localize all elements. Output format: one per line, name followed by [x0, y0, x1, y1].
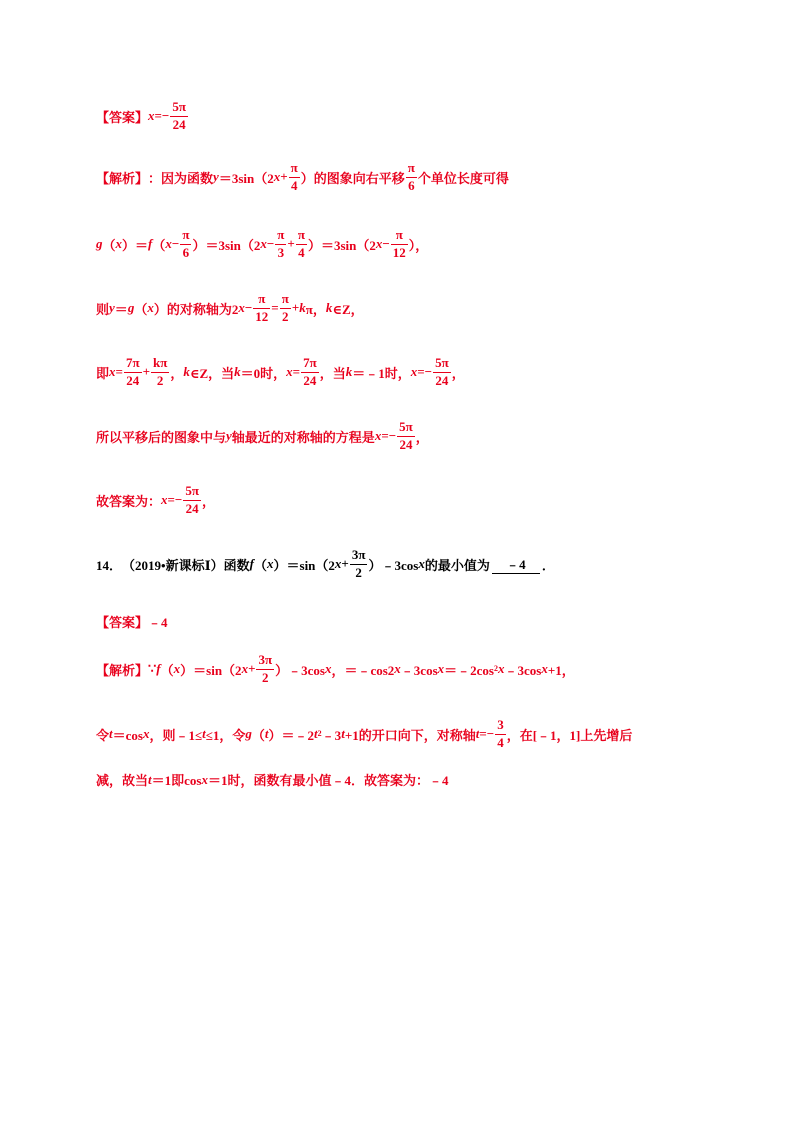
- fraction: [281, 292, 290, 325]
- fraction: [184, 484, 200, 517]
- text: 则: [96, 301, 110, 317]
- text: ）的对称轴为2: [153, 301, 239, 317]
- text: ＝﹣1时，: [352, 365, 411, 381]
- fraction-denominator: 4: [296, 244, 307, 261]
- math-var: x: [410, 364, 418, 380]
- text: +: [287, 236, 295, 252]
- fraction: [276, 228, 285, 261]
- text: +: [248, 661, 256, 677]
- answer-1-line: [96, 100, 189, 133]
- fraction: [171, 100, 187, 133]
- math-var: x: [147, 300, 154, 316]
- fraction: [407, 161, 416, 194]
- text: ，则﹣1≤: [149, 727, 203, 743]
- text: =−: [479, 726, 495, 742]
- text: 即: [96, 365, 110, 381]
- math-var: f: [156, 661, 161, 677]
- text: 个单位长度可得: [417, 170, 509, 186]
- fraction-numerator: 3π: [258, 652, 273, 667]
- math-var: x: [273, 169, 281, 185]
- fraction-numerator: 5π: [172, 99, 186, 114]
- fraction-numerator: 5π: [399, 419, 413, 434]
- math-var: x: [241, 661, 249, 677]
- math-var: t: [202, 726, 206, 742]
- fraction-numerator: π: [407, 160, 415, 175]
- text: ，: [451, 365, 465, 381]
- math-var: x: [324, 661, 332, 677]
- text: −: [266, 236, 275, 252]
- text: +1，: [547, 662, 575, 678]
- text: ，: [201, 493, 215, 509]
- fraction-denominator: 2: [350, 564, 368, 581]
- text: +: [280, 169, 288, 185]
- fraction-denominator: 24: [397, 436, 415, 453]
- text: ≤1，令: [205, 727, 246, 743]
- answer-label: 【答案】: [96, 615, 149, 630]
- text: ∈Z，: [332, 301, 364, 317]
- analysis-1-line-1: [96, 161, 509, 194]
- text: ）＝3sin（2: [307, 237, 376, 253]
- text: =: [115, 364, 123, 380]
- fraction: [398, 420, 414, 453]
- fraction-denominator: 3: [275, 244, 286, 261]
- analysis-label: 【解析】: [96, 170, 149, 186]
- text: ，: [415, 429, 429, 445]
- math-var: x: [267, 556, 274, 572]
- math-var: x: [173, 661, 181, 677]
- math-var: t: [475, 726, 480, 742]
- math-var: x: [541, 661, 548, 677]
- fraction-denominator: 2: [280, 308, 291, 325]
- analysis-1-line-5: [96, 420, 429, 453]
- math-var: t: [148, 771, 152, 787]
- math-var: x: [374, 428, 382, 444]
- math-var: f: [148, 236, 153, 252]
- fraction-numerator: 5π: [185, 483, 199, 498]
- text: （: [160, 662, 174, 678]
- answer-label: 【答案】: [96, 109, 149, 125]
- text: ）﹣3cos: [275, 662, 325, 678]
- fraction-denominator: 24: [183, 500, 201, 517]
- fraction-denominator: 24: [170, 116, 188, 133]
- text: −: [171, 236, 180, 252]
- fraction: [257, 653, 273, 686]
- math-var: x: [142, 726, 150, 742]
- fraction-numerator: π: [395, 227, 403, 242]
- math-var: x: [437, 661, 445, 677]
- fraction-denominator: 24: [301, 372, 319, 389]
- question-number: 14．: [96, 557, 123, 573]
- fraction: [434, 356, 450, 389]
- text: ，＝﹣cos2: [331, 662, 395, 678]
- text: ．: [541, 557, 555, 573]
- fraction: [496, 718, 505, 751]
- text: +: [341, 556, 349, 572]
- text: ，: [170, 365, 184, 381]
- math-var: x: [260, 236, 267, 252]
- text: ＝3sin（2: [218, 170, 274, 186]
- text: ，当: [319, 365, 346, 381]
- text: =−: [417, 364, 433, 380]
- math-var: x: [334, 556, 342, 572]
- math-var: x: [394, 661, 401, 677]
- math-var: x: [109, 364, 116, 380]
- text: 故答案为：: [96, 493, 162, 509]
- fraction: [351, 548, 367, 581]
- text: ＝cos: [112, 727, 143, 743]
- math-var: x: [165, 236, 172, 252]
- fraction-denominator: 6: [406, 177, 417, 194]
- fraction: [152, 356, 168, 389]
- math-var: x: [238, 300, 245, 316]
- text: ）＝: [122, 237, 149, 253]
- math-var: f: [249, 556, 254, 572]
- text: ∈Z，当: [189, 365, 235, 381]
- fraction-denominator: 12: [255, 308, 269, 324]
- text: +: [291, 300, 300, 316]
- analysis-2-line-2: 令 t ＝cos x ，则﹣1≤ t ≤1，令 g （ t ）＝﹣2 t 2 ﹣3 t +1的开口向下，对称轴 t =− $\frac{3}{4}$ ，在[﹣1，1]上先增后: [96, 717, 633, 750]
- math-var: t: [341, 726, 345, 742]
- math-var: k: [325, 300, 333, 316]
- analysis-2-line-1: 【解析】 ∵ f （ x ）＝sin（2 x + $\frac{3\pi}{2}$ ）﹣3cos x ，＝﹣cos2 x ﹣3cos x ＝﹣2cos 2 x ﹣3cos x +1，: [96, 652, 575, 685]
- analysis-2-line-3: [96, 770, 449, 789]
- text: ：因为函数: [148, 170, 214, 186]
- math-var: k: [299, 300, 306, 316]
- math-var: x: [148, 108, 155, 124]
- fraction-denominator: 4: [497, 734, 504, 750]
- answer-2-line: [96, 612, 168, 631]
- text: ＝0时，: [240, 365, 287, 381]
- text: =−: [167, 492, 183, 508]
- fraction-numerator: π: [281, 291, 289, 306]
- math-var: x: [497, 661, 505, 677]
- answer-value: ﹣4: [148, 615, 168, 630]
- fraction-denominator: 24: [124, 372, 142, 389]
- fraction: [302, 356, 318, 389]
- text: ﹣3: [321, 727, 342, 743]
- analysis-1-line-2: [96, 228, 428, 261]
- text: +1的开口向下，对称轴: [344, 727, 476, 743]
- fraction-denominator: 12: [392, 244, 406, 260]
- text: −: [244, 300, 253, 316]
- text: =: [271, 300, 279, 316]
- math-var: x: [418, 556, 425, 572]
- fraction-numerator: π: [290, 160, 298, 175]
- fraction-numerator: π: [277, 227, 285, 242]
- math-var: g: [96, 236, 103, 252]
- math-var: x: [286, 364, 293, 380]
- text: ∵: [148, 661, 157, 677]
- fraction-denominator: 2: [151, 372, 169, 389]
- fraction-numerator: 7π: [125, 355, 140, 370]
- analysis-1-line-4: [96, 356, 465, 389]
- text: ＝﹣2cos: [444, 662, 494, 678]
- fraction: [290, 161, 299, 194]
- math-var: t: [314, 726, 318, 742]
- math-var: g: [245, 726, 252, 742]
- text: 令: [96, 727, 110, 743]
- fraction: [125, 356, 141, 389]
- text: （: [251, 727, 265, 743]
- analysis-1-line-3: [96, 292, 364, 325]
- fraction-numerator: π: [297, 227, 305, 242]
- fraction-numerator: 3π: [351, 547, 366, 562]
- math-var: k: [183, 364, 190, 380]
- text: π，: [305, 301, 326, 317]
- fraction-denominator: 2: [256, 669, 274, 686]
- text: ＝: [114, 301, 128, 317]
- text: （2019•新课标Ⅰ）函数: [122, 557, 250, 573]
- text: ﹣3cos: [504, 662, 542, 678]
- text: （: [102, 237, 116, 253]
- text: （: [254, 557, 268, 573]
- text: 减，故当: [96, 773, 149, 788]
- text: ）﹣3cos: [368, 557, 419, 573]
- text: 轴最近的对称轴的方程是: [231, 429, 375, 445]
- text: ）＝3sin（2: [192, 237, 261, 253]
- text: ，在[﹣1，1]上先增后: [506, 727, 633, 743]
- text: （: [134, 301, 148, 317]
- analysis-1-line-6: [96, 484, 215, 517]
- fraction-numerator: kπ: [152, 355, 168, 370]
- text: ＝1即cos: [151, 773, 202, 788]
- text: ＝1时，函数有最小值﹣4．故答案为：﹣4: [207, 773, 449, 788]
- fraction-numerator: 3: [497, 717, 504, 732]
- math-var: x: [161, 492, 168, 508]
- fraction-numerator: 5π: [435, 355, 449, 370]
- math-var: x: [115, 236, 123, 252]
- fraction-numerator: π: [258, 291, 266, 306]
- math-var: g: [127, 300, 135, 316]
- text: =−: [381, 428, 397, 444]
- fraction: [392, 228, 407, 261]
- math-var: x: [201, 771, 208, 787]
- math-var: y: [226, 428, 232, 444]
- text: ）＝sin（2: [180, 662, 242, 678]
- fraction-numerator: 7π: [303, 355, 317, 370]
- fraction: [297, 228, 306, 261]
- text: （: [152, 237, 166, 253]
- fraction-denominator: 24: [433, 372, 451, 389]
- question-14: [96, 548, 555, 581]
- math-var: y: [213, 169, 219, 185]
- fraction-denominator: 6: [180, 244, 191, 261]
- math-text: =−: [154, 108, 170, 124]
- fraction: [181, 228, 190, 261]
- math-var: k: [345, 364, 353, 380]
- text: −: [382, 236, 390, 252]
- text: =: [292, 364, 301, 380]
- analysis-label: 【解析】: [96, 662, 149, 678]
- text: 的最小值为: [424, 557, 490, 573]
- math-var: x: [375, 236, 383, 252]
- text: 所以平移后的图象中与: [96, 429, 227, 445]
- text: ﹣3cos: [400, 662, 438, 678]
- text: +: [142, 364, 150, 380]
- math-var: y: [109, 300, 115, 316]
- text: ）的图象向右平移: [300, 170, 405, 186]
- answer-blank: ﹣4: [492, 554, 540, 574]
- math-var: t: [109, 726, 113, 742]
- text: ）＝sin（2: [273, 557, 335, 573]
- text: ）＝﹣2: [268, 727, 315, 743]
- math-var: k: [234, 364, 241, 380]
- text: ），: [408, 237, 429, 253]
- fraction: [254, 292, 269, 325]
- fraction-numerator: π: [182, 227, 190, 242]
- math-var: t: [264, 726, 269, 742]
- fraction-denominator: 4: [289, 177, 300, 194]
